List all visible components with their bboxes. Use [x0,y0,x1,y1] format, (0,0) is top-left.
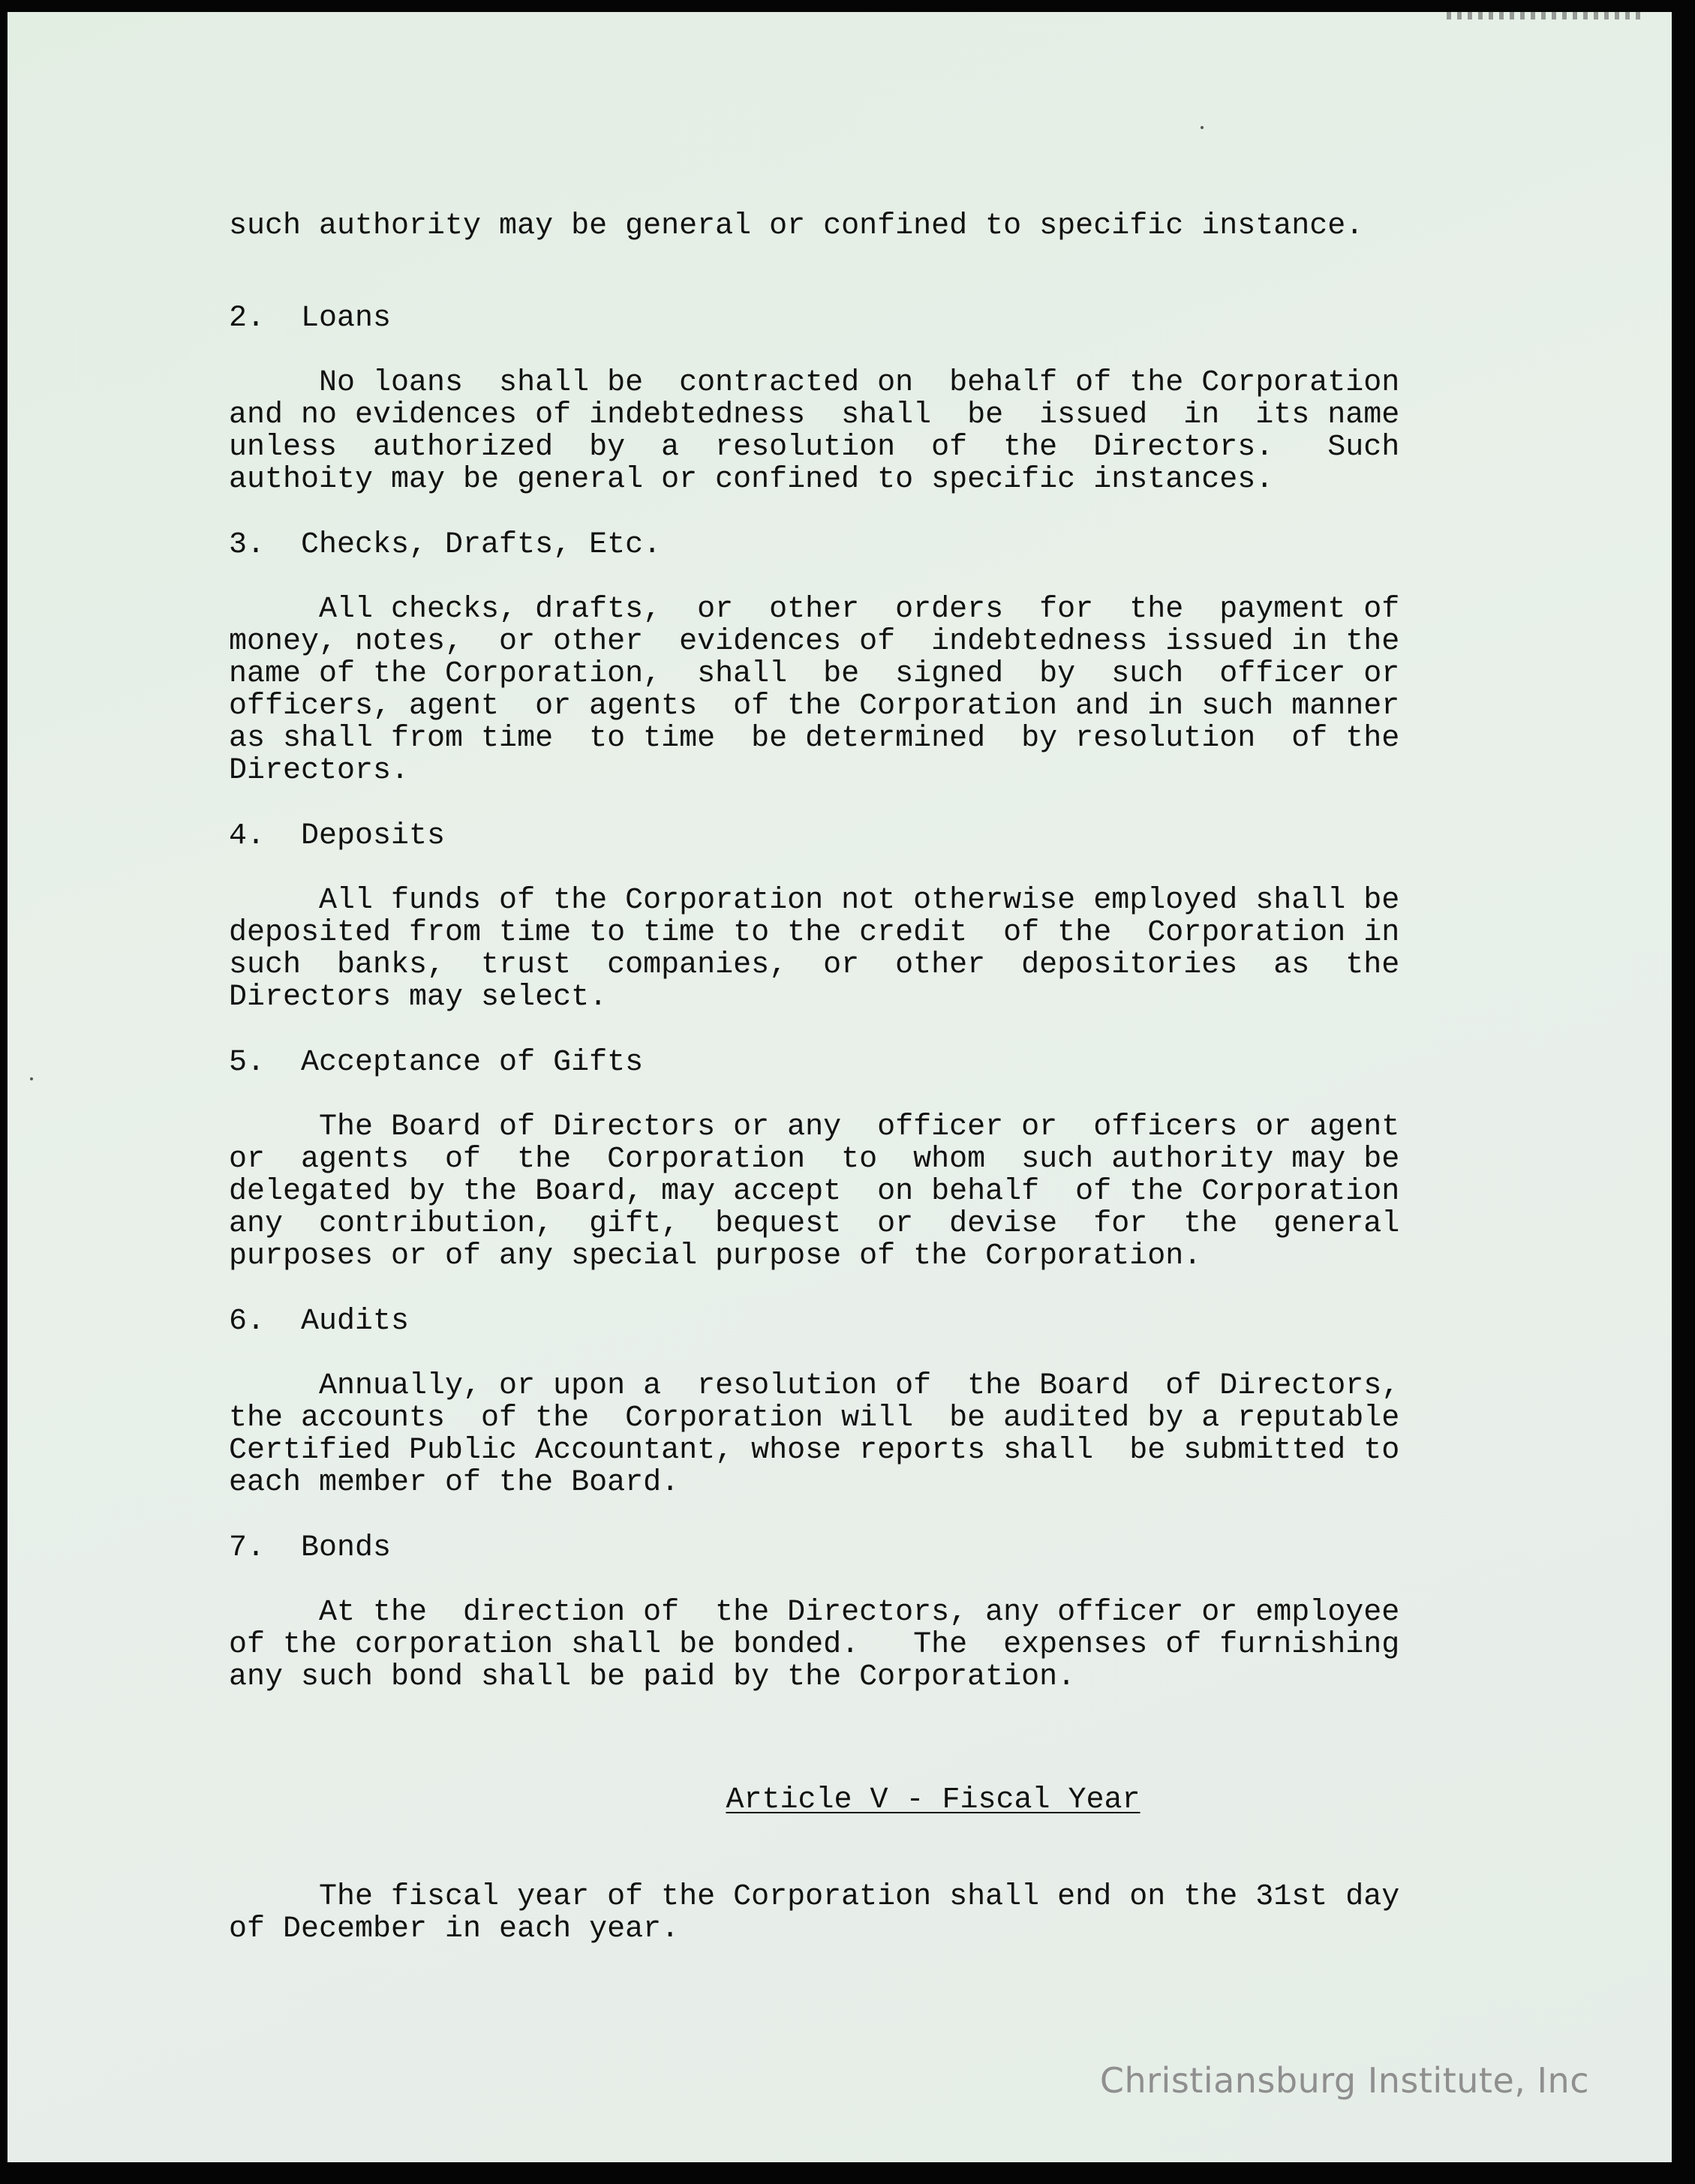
paragraph-line: All checks, drafts, or other orders for the payment of [229,593,1400,626]
paragraph-line: the accounts of the Corporation will be audited by a reputable [229,1401,1400,1435]
paragraph-line: Directors. [229,754,410,788]
paragraph-line: any contribution, gift, bequest or devise for the general [229,1207,1400,1241]
paragraph-line: of the corporation shall be bonded. The expenses of furnishing [229,1628,1400,1662]
article-block [229,1752,1493,1945]
document-page [8,12,1672,2162]
section [229,1047,1493,1272]
paragraph-line: The Board of Directors or any officer or officers or agent [229,1110,1400,1144]
article-paragraph [229,1881,1493,1945]
paragraph-line: The fiscal year of the Corporation shall end on the 31st day [229,1880,1400,1914]
section-paragraph [229,1370,1493,1499]
paragraph-line: unless authorized by a resolution of the Directors. Such [229,431,1400,464]
article-title: Article V - Fiscal Year [726,1783,1141,1817]
paragraph-line: purposes or of any special purpose of the Corporation. [229,1239,1202,1273]
section-paragraph [229,367,1493,496]
section-heading: 6. Audits [229,1305,410,1338]
section-paragraph [229,593,1493,787]
section-heading: 3. Checks, Drafts, Etc. [229,528,662,562]
paragraph-line: deposited from time to time to the credit of the Corporation in [229,916,1400,950]
paragraph-line: delegated by the Board, may accept on behalf of the Corporation [229,1175,1400,1209]
section-heading: 2. Loans [229,302,392,335]
opening-line: such authority may be general or confined to specific instance. [229,209,1364,243]
section [229,529,1493,787]
sections-container [229,302,1493,1693]
paper-speck [30,1077,33,1080]
watermark: Christiansburg Institute, Inc [1099,2060,1589,2101]
paragraph-line: officers, agent or agents of the Corporation and in such manner [229,689,1400,723]
paragraph-line: name of the Corporation, shall be signed by such officer or [229,657,1400,691]
paragraph-line: No loans shall be contracted on behalf of the Corporation [229,366,1400,400]
paragraph-line: each member of the Board. [229,1466,680,1500]
paragraph-line: of December in each year. [229,1912,680,1946]
paragraph-line: as shall from time to time be determined by resolution of the [229,722,1400,756]
paragraph-line: or agents of the Corporation to whom such authority may be [229,1143,1400,1176]
paper-speck [1201,126,1204,129]
paragraph-line: and no evidences of indebtedness shall be issued in its name [229,398,1400,432]
paragraph-line: Directors may select. [229,981,608,1014]
scan-edge-mark [1447,12,1642,20]
section [229,1532,1493,1693]
paragraph-line: authoity may be general or confined to specific instances. [229,463,1274,497]
paragraph-line: money, notes, or other evidences of indebtedness issued in the [229,625,1400,659]
paragraph-line: All funds of the Corporation not otherwise employed shall be [229,884,1400,918]
section-heading: 7. Bonds [229,1531,392,1565]
paragraph-line: Certified Public Accountant, whose reports shall be submitted to [229,1434,1400,1468]
section-paragraph [229,1597,1493,1693]
section-heading: 5. Acceptance of Gifts [229,1046,644,1080]
paragraph-line: such banks, trust companies, or other depositories as the [229,948,1400,982]
section-paragraph [229,1111,1493,1272]
document-body [229,210,1493,1945]
section [229,302,1493,496]
paragraph-line: Annually, or upon a resolution of the Board of Directors, [229,1369,1400,1403]
section [229,1305,1493,1499]
paragraph-line: At the direction of the Directors, any officer or employee [229,1596,1400,1630]
paragraph-line: any such bond shall be paid by the Corporation. [229,1660,1076,1694]
section-heading: 4. Deposits [229,819,446,853]
section [229,820,1493,1014]
section-paragraph [229,885,1493,1014]
